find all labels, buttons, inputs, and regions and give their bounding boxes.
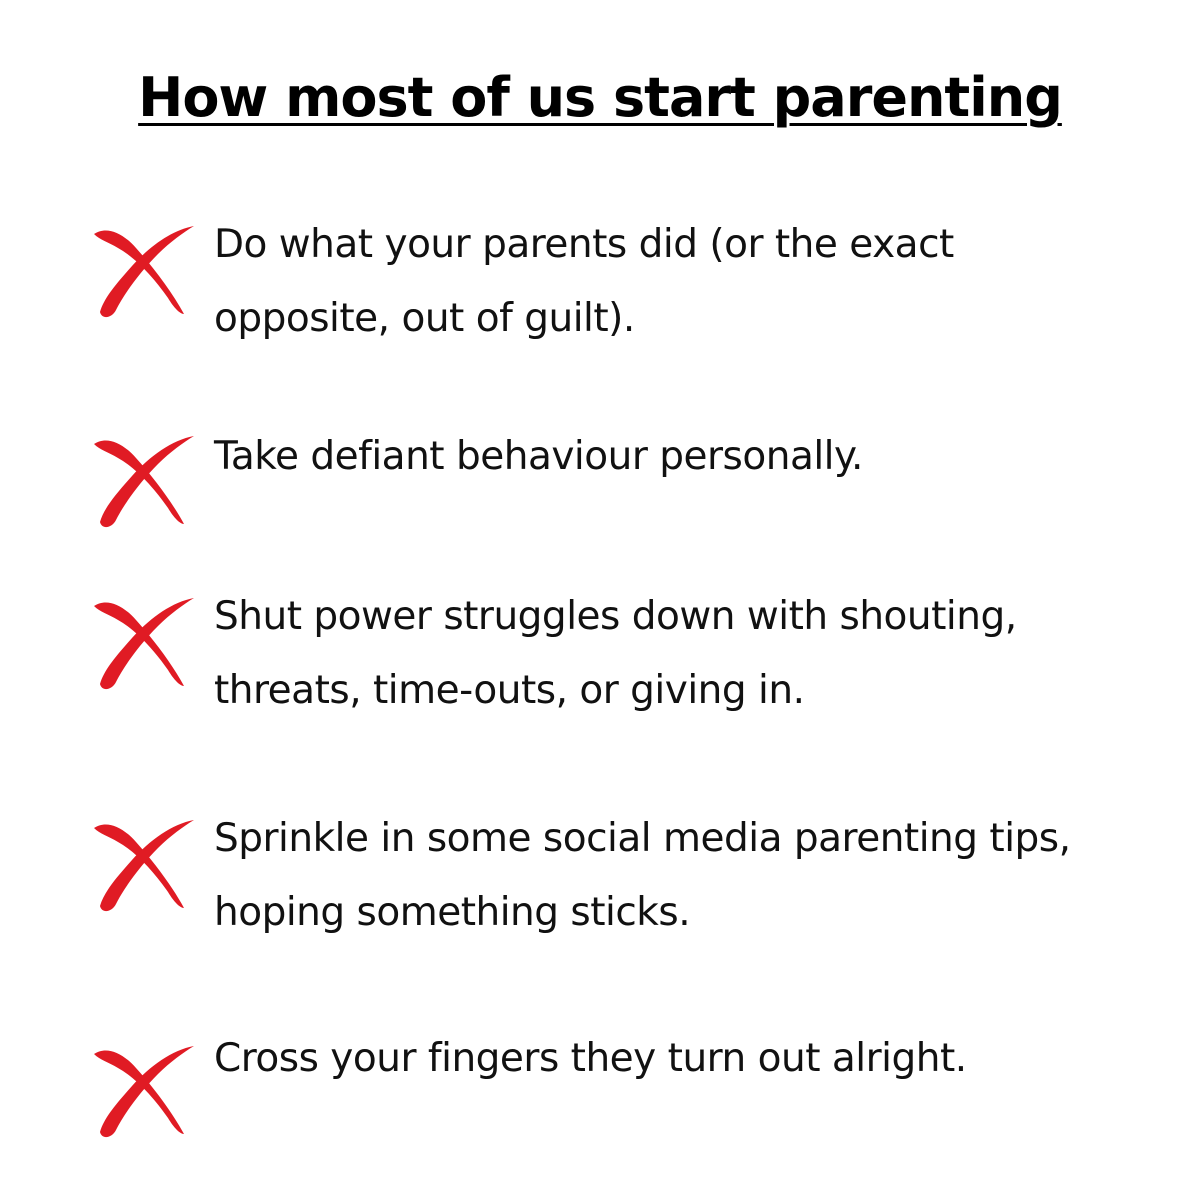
item-text: Cross your fingers they turn out alright. (214, 1036, 967, 1081)
item-text: Take defiant behaviour personally. (214, 434, 863, 479)
red-cross-icon (88, 418, 200, 530)
red-cross-icon (88, 580, 200, 692)
list-item (88, 418, 1128, 528)
item-text: Do what your parents did (or the exact opposite, out of guilt). (214, 222, 954, 341)
list-item (88, 208, 1128, 341)
item-text: Sprinkle in some social media parenting tips, hoping something sticks. (214, 816, 1071, 935)
item-text: Shut power struggles down with shouting, threats, time-outs, or giving in. (214, 594, 1017, 713)
red-cross-icon (88, 1028, 200, 1140)
list-item (88, 580, 1128, 713)
list-item (88, 802, 1128, 935)
list-item (88, 1028, 1128, 1138)
red-cross-icon (88, 208, 200, 320)
red-cross-icon (88, 802, 200, 914)
page-title (0, 62, 1200, 134)
page-title-text: How most of us start parenting (138, 66, 1062, 129)
